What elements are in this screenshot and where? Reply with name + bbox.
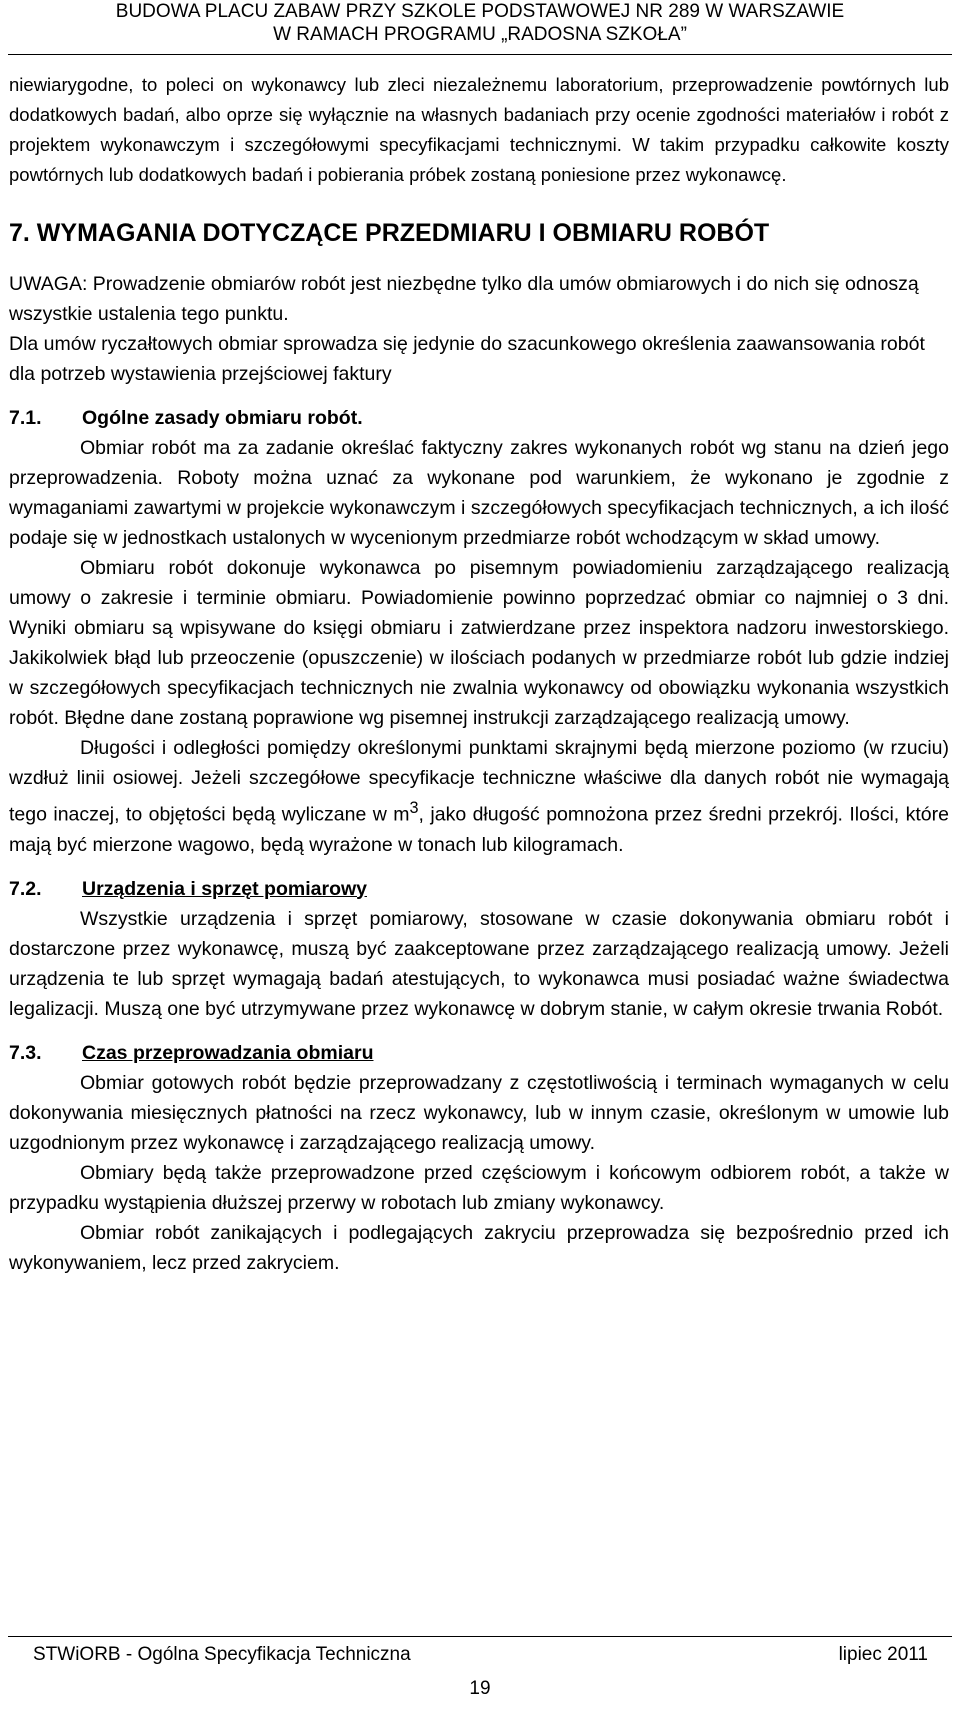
- section-title: Ogólne zasady obmiaru robót.: [82, 407, 363, 429]
- section-7-2-heading: [9, 874, 949, 904]
- section-7-3-paragraph-1: Obmiar gotowych robót będzie przeprowadzany z częstotliwością i terminach wymaganych w celu dokonywania miesięcznych płatności na rzecz wykonawcy, lub w innym czasie, określonym w umowie lub uzgodnionym przez wykonawcę i zarządzającego realizacją umowy.: [9, 1071, 949, 1154]
- section-7-1-paragraph-2: Obmiaru robót dokonuje wykonawca po pisemnym powiadomieniu zarządzającego realizacją umowy o zakresie i terminie obmiaru. Powiadomienie powinno poprzedzać obmiar co najmniej o 3 dni. Wyniki obmiaru są wpisywane do księgi obmiaru i zatwierdzane przez inspektora nadzoru inwestorskiego. Jakikolwiek błąd lub przeoczenie (opuszczenie) w ilościach podanych w przedmiarze robót lub gdzie indziej w szczegółowych specyfikacjach technicznych nie zwalnia wykonawcy od obowiązku wykonania wszystkich robót. Błędne dane zostaną poprawione wg pisemnej instrukcji zarządzającego realizacją umowy.: [9, 557, 949, 729]
- section-7-note-2: Dla umów ryczałtowych obmiar sprowadza się jedynie do szacunkowego określenia zaawansowania robót dla potrzeb wystawienia przejściowej faktury: [9, 333, 925, 385]
- header-divider: [8, 54, 952, 55]
- section-7-3-heading: [9, 1038, 949, 1068]
- section-7-3-paragraph-3: Obmiar robót zanikających i podlegających zakryciu przeprowadza się bezpośrednio przed ich wykonywaniem, lecz przed zakryciem.: [9, 1221, 949, 1274]
- header-line-1: BUDOWA PLACU ZABAW PRZY SZKOLE PODSTAWOWEJ NR 289 W WARSZAWIE: [115, 1, 845, 22]
- section-7-3-paragraph-2: Obmiary będą także przeprowadzone przed częściowym i końcowym odbiorem robót, a także w przypadku wystąpienia dłuższej przerwy w robotach lub zmiany wykonawcy.: [9, 1161, 949, 1214]
- page-header: [0, 0, 960, 46]
- document-body: [9, 70, 949, 1278]
- section-7-1-paragraph-3: [9, 733, 949, 860]
- section-number: 7.3.: [9, 1041, 42, 1064]
- text-run: Długości i odległości pomiędzy określonymi punktami skrajnymi będą mierzone poziomo (w rzuciu) wzdłuż linii osiowej. Jeżeli szczegółowe specyfikacje techniczne właściwe dla danych robót nie wymagają tego inaczej, to objętości będą wyliczane w m: [9, 737, 949, 826]
- footer-date: lipiec 2011: [838, 1644, 928, 1665]
- footer-divider: [8, 1636, 952, 1637]
- section-7-2-paragraph-1: Wszystkie urządzenia i sprzęt pomiarowy, stosowane w czasie dokonywania obmiaru robót i dostarczone przez wykonawcę, muszą być zaakceptowane przez zarządzającego realizacją umowy. Jeżeli urządzenia te lub sprzęt wymagają badań atestujących, to wykonawca musi posiadać ważne świadectwa legalizacji. Muszą one być utrzymywane przez wykonawcę w dobrym stanie, w całym okresie trwania Robót.: [9, 907, 949, 1020]
- section-7-1-paragraph-1: Obmiar robót ma za zadanie określać faktyczny zakres wykonanych robót wg stanu na dzień jego przeprowadzenia. Roboty można uznać za wykonane pod warunkiem, że wykonano je zgodnie z wymaganiami zawartymi w projekcie wykonawczym i szczegółowych specyfikacjach technicznych, a ich ilość podaje się w jednostkach ustalonych w wycenionym przedmiarze robót wchodzącym w skład umowy.: [9, 437, 949, 549]
- page-number: 19: [469, 1678, 491, 1699]
- intro-paragraph: niewiarygodne, to poleci on wykonawcy lub zleci niezależnemu laboratorium, przeprowadzenie powtórnych lub dodatkowych badań, albo oprze się wyłącznie na własnych badaniach przy ocenie zgodności materiałów i robót z projektem wykonawczym i szczegółowymi specyfikacjami technicznymi. W takim przypadku całkowite koszty powtórnych lub dodatkowych badań i pobierania próbek zostaną poniesione przez wykonawcę.: [9, 74, 949, 185]
- section-7-note-1: UWAGA: Prowadzenie obmiarów robót jest niezbędne tylko dla umów obmiarowych i do nich się odnoszą wszystkie ustalenia tego punktu.: [9, 273, 919, 325]
- section-7-1-heading: [9, 403, 949, 433]
- header-line-2: W RAMACH PROGRAMU „RADOSNA SZKOŁA”: [273, 24, 687, 45]
- section-title: Urządzenia i sprzęt pomiarowy: [82, 877, 367, 900]
- section-number: 7.2.: [9, 877, 42, 900]
- footer-document-title: STWiORB - Ogólna Specyfikacja Techniczna: [33, 1644, 411, 1665]
- text-run: , jako długość pomnożona przez średni przekrój. Ilości, które mają być mierzone wagowo, będą wyrażone w tonach lub kilogramach.: [9, 803, 949, 856]
- superscript: 3: [409, 799, 419, 817]
- spacer: [9, 249, 949, 269]
- section-7-heading: 7. WYMAGANIA DOTYCZĄCE PRZEDMIARU I OBMIARU ROBÓT: [9, 219, 770, 247]
- page-footer: [33, 1643, 928, 1667]
- section-number: 7.1.: [9, 407, 42, 429]
- section-title: Czas przeprowadzania obmiaru: [82, 1041, 374, 1064]
